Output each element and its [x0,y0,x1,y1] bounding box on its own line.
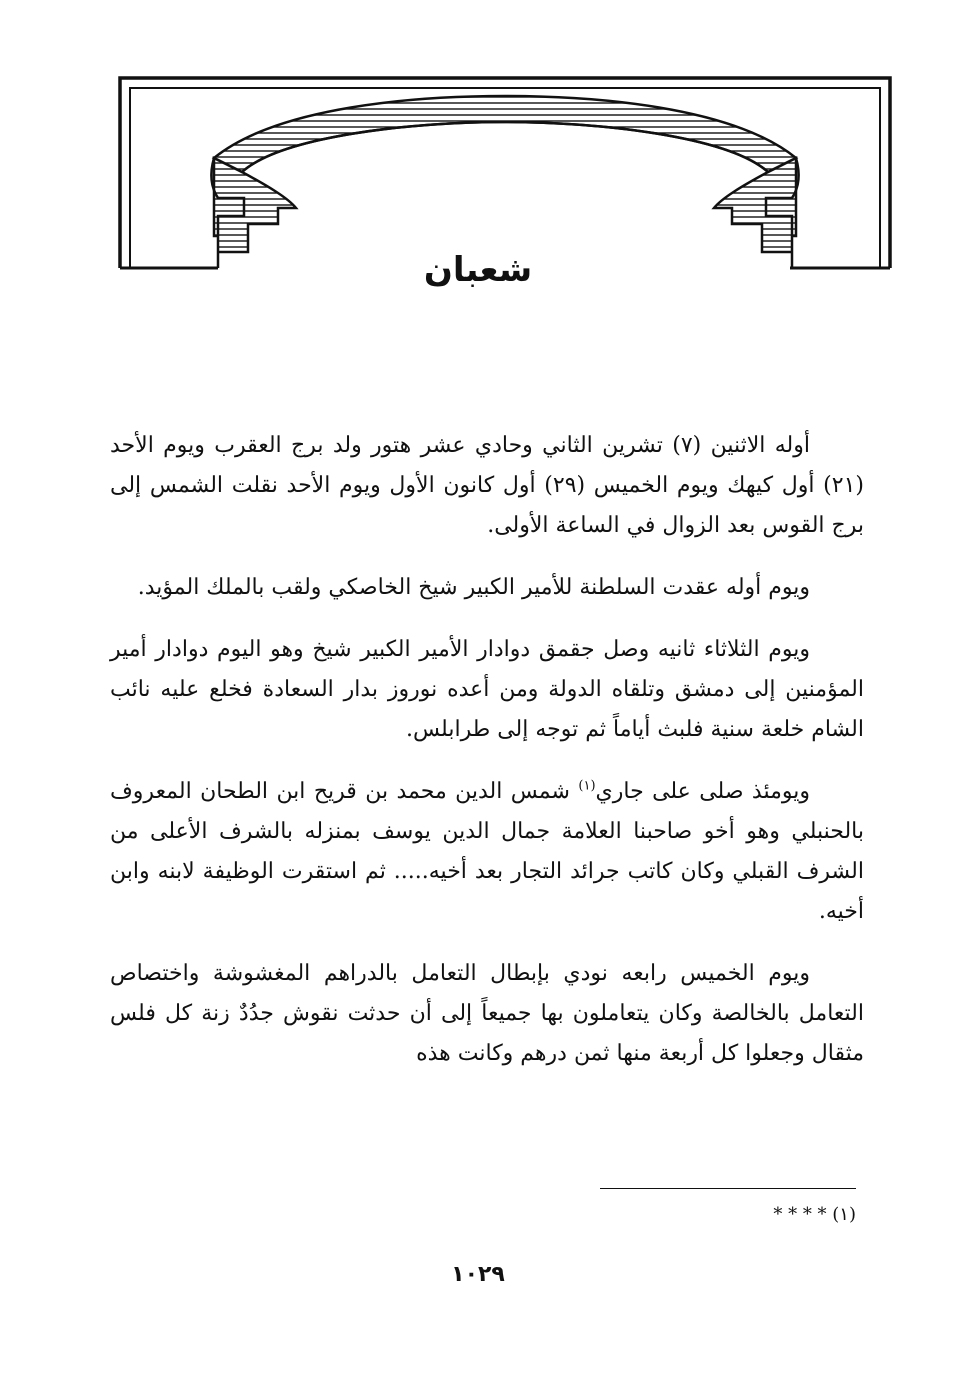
footnote-divider [600,1188,856,1189]
footnote: (١) * * * * [773,1204,856,1225]
header-arch-ornament [118,76,892,272]
paragraph [110,772,864,932]
paragraph: أوله الاثنين (٧) تشرين الثاني وحادي عشر هتور ولد برج العقرب ويوم الأحد (٢١) أول كيهك ويوم الخميس (٢٩) أول كانون الأول ويوم الأحد نقلت الشمس إلى برج القوس بعد الزوال في الساعة الأولى. [110,433,864,538]
chapter-title: شعبان [423,250,533,290]
footnote-reference: (١) [578,778,596,794]
paragraph-text: شمس الدين محمد بن قريح ابن الطحان المعروف بالحنبلي وهو أخو صاحبنا العلامة جمال الدين يوسف بمنزله بالشرف الأعلى من الشرف القبلي وكان كاتب جرائد التجار بعد أخيه..... ثم استقرت الوظيفة لابنه وابن أخيه. [110,779,864,924]
paragraph-text: ويومئذ صلى على جاري [595,779,810,804]
paragraph: ويوم الثلاثاء ثانيه وصل جقمق دوادار الأمير الكبير شيخ وهو اليوم دوادار أمير المؤمنين إلى دمشق وتلقاه الدولة ومن أعده نوروز بدار السعادة فخلع عليه نائب الشام خلعة سنية فلبث أياماً ثم توجه إلى طرابلس. [110,637,864,742]
body-text [110,426,864,1074]
page-number: ١٠٢٩ [451,1262,505,1287]
paragraph: ويوم أوله عقدت السلطنة للأمير الكبير شيخ الخاصكي ولقب بالملك المؤيد. [137,575,810,600]
paragraph: ويوم الخميس رابعه نودي بإبطال التعامل بالدراهم المغشوشة واختصاص التعامل بالخالصة وكان يتعاملون بها جميعاً إلى أن حدثت نقوش جدُدٌ زنة كل فلس مثقال وجعلوا كل أربعة منها ثمن درهم وكانت هذه [110,961,864,1066]
